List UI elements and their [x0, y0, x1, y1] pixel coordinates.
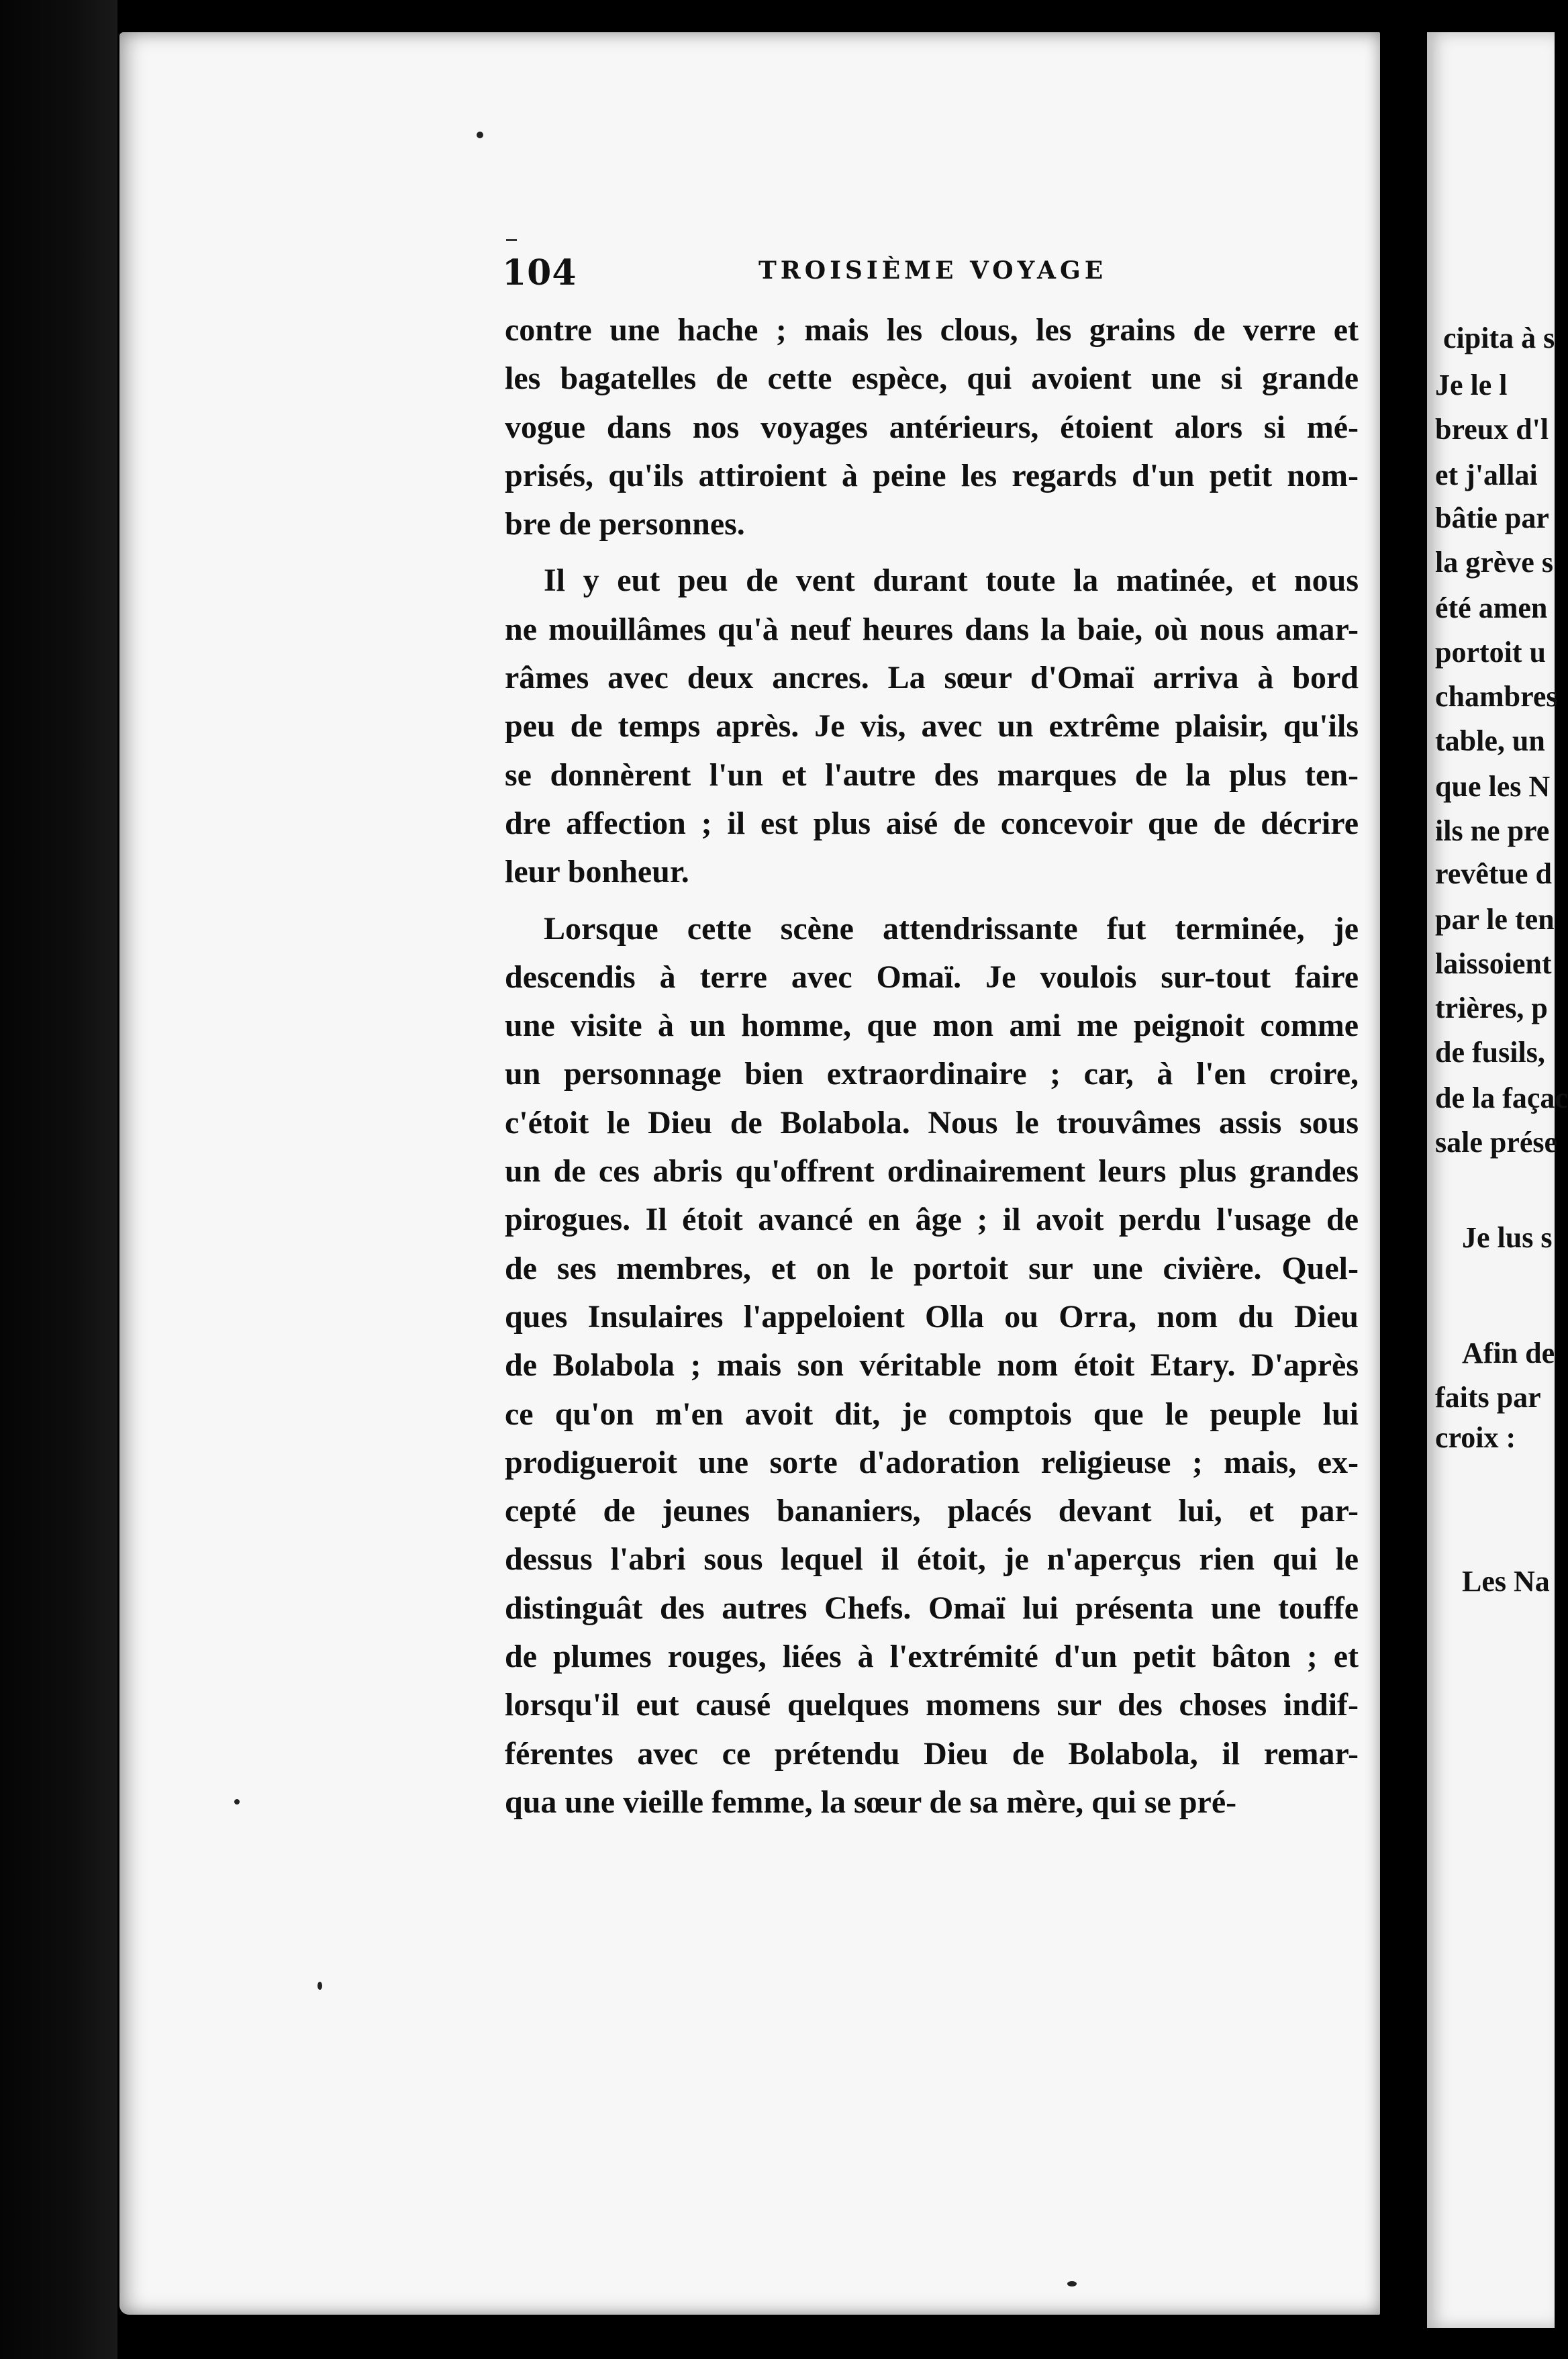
- facing-text-line: Je le l: [1435, 369, 1508, 401]
- text-line: c'étoit le Dieu de Bolabola. Nous le trouvâmes assis sous: [505, 1104, 1359, 1141]
- facing-text-line: sale prése: [1435, 1126, 1558, 1159]
- text-line: prodigueroit une sorte d'adoration religieuse ; mais, ex-: [505, 1444, 1359, 1480]
- text-line: dessus l'abri sous lequel il étoit, je n'aperçus rien qui le: [505, 1541, 1359, 1578]
- scan-speck: [477, 132, 483, 138]
- text-line: leur bonheur.: [505, 854, 689, 890]
- text-line: un de ces abris qu'offrent ordinairement leurs plus grandes: [505, 1153, 1359, 1190]
- facing-text-line: que les N: [1435, 770, 1551, 803]
- text-line: dre affection ; il est plus aisé de concevoir que de décrire: [505, 805, 1359, 841]
- facing-text-line: Les Na: [1462, 1565, 1550, 1598]
- book-gutter: [1380, 0, 1427, 2359]
- text-line: de Bolabola ; mais son véritable nom étoit Etary. D'après: [505, 1347, 1359, 1384]
- paragraph-gap: [505, 548, 1359, 557]
- facing-text-line: de fusils,: [1435, 1036, 1545, 1069]
- text-line: Il y eut peu de vent durant toute la matinée, et nous: [544, 563, 1359, 599]
- text-line: Lorsque cette scène attendrissante fut terminée, je: [544, 910, 1359, 947]
- body-text: [505, 306, 1359, 1827]
- text-line: qua une vieille femme, la sœur de sa mère, qui se pré-: [505, 1784, 1237, 1820]
- text-line: se donnèrent l'un et l'autre des marques de la plus ten-: [505, 757, 1359, 793]
- facing-text-line: chambres: [1435, 680, 1558, 713]
- scan-speck: [317, 1982, 322, 1990]
- facing-text-line: trières, p: [1435, 992, 1548, 1024]
- text-line: vogue dans nos voyages antérieurs, étoient alors si mé-: [505, 409, 1359, 445]
- facing-text-line: faits par: [1435, 1381, 1541, 1414]
- text-line: une visite à un homme, que mon ami me peignoit comme: [505, 1008, 1359, 1044]
- text-line: contre une hache ; mais les clous, les grains de verre et: [505, 312, 1359, 348]
- facing-text-line: bâtie par: [1435, 501, 1549, 534]
- text-line: lorsqu'il eut causé quelques momens sur des choses indif-: [505, 1687, 1359, 1723]
- facing-text-line: été amen: [1435, 591, 1548, 624]
- facing-text-line: et j'allai: [1435, 459, 1538, 491]
- facing-text-line: portoit u: [1435, 636, 1546, 669]
- text-line: pirogues. Il étoit avancé en âge ; il avoit perdu l'usage de: [505, 1202, 1359, 1238]
- text-line: ques Insulaires l'appeloient Olla ou Orra, nom du Dieu: [505, 1298, 1359, 1335]
- text-line: férentes avec ce prétendu Dieu de Bolabola, il remar-: [505, 1735, 1359, 1772]
- scan-speck: [234, 1799, 240, 1804]
- facing-text-line: Je lus s: [1462, 1221, 1553, 1254]
- header-mark: [506, 239, 517, 241]
- text-line: ne mouillâmes qu'à neuf heures dans la baie, où nous amar-: [505, 611, 1359, 647]
- running-head: TROISIÈME VOYAGE: [758, 256, 1108, 285]
- text-line: prisés, qu'ils attiroient à peine les regards d'un petit nom-: [505, 457, 1359, 493]
- facing-text-line: croix :: [1435, 1421, 1516, 1454]
- facing-text-line: Afin de: [1462, 1337, 1555, 1369]
- text-line: ce qu'on m'en avoit dit, je comptois que le peuple lui: [505, 1396, 1359, 1432]
- facing-text-line: la grève s: [1435, 546, 1553, 579]
- text-line: les bagatelles de cette espèce, qui avoient une si grande: [505, 360, 1359, 397]
- facing-text-line: revêtue d: [1435, 857, 1552, 890]
- text-line: râmes avec deux ancres. La sœur d'Omaï arriva à bord: [505, 660, 1359, 696]
- text-line: distinguât des autres Chefs. Omaï lui présenta une touffe: [505, 1590, 1359, 1626]
- facing-text-line: breux d'l: [1435, 413, 1549, 446]
- text-line: de ses membres, et on le portoit sur une civière. Quel-: [505, 1250, 1359, 1286]
- text-line: bre de personnes.: [505, 506, 745, 542]
- paragraph-gap: [505, 897, 1359, 905]
- facing-text-line: table, un: [1435, 724, 1545, 757]
- facing-text-line: par le ten: [1435, 903, 1555, 936]
- facing-text-line: laissoient: [1435, 947, 1552, 980]
- facing-text-line: ils ne pre: [1435, 814, 1550, 847]
- text-line: descendis à terre avec Omaï. Je voulois sur-tout faire: [505, 959, 1359, 995]
- scan-left-margin: [0, 0, 117, 2359]
- facing-text-line: de la façac: [1435, 1081, 1568, 1114]
- page-header: [502, 252, 1377, 293]
- facing-page-text: [1435, 321, 1568, 1865]
- text-line: cepté de jeunes bananiers, placés devant lui, et par-: [505, 1493, 1359, 1529]
- facing-text-line: cipita à s: [1443, 322, 1555, 354]
- text-line: un personnage bien extraordinaire ; car, à l'en croire,: [505, 1056, 1359, 1092]
- text-line: de plumes rouges, liées à l'extrémité d'un petit bâton ; et: [505, 1639, 1359, 1675]
- scan-speck: [1067, 2281, 1077, 2286]
- page-number: 104: [502, 252, 577, 293]
- text-line: peu de temps après. Je vis, avec un extrême plaisir, qu'ils: [505, 708, 1359, 744]
